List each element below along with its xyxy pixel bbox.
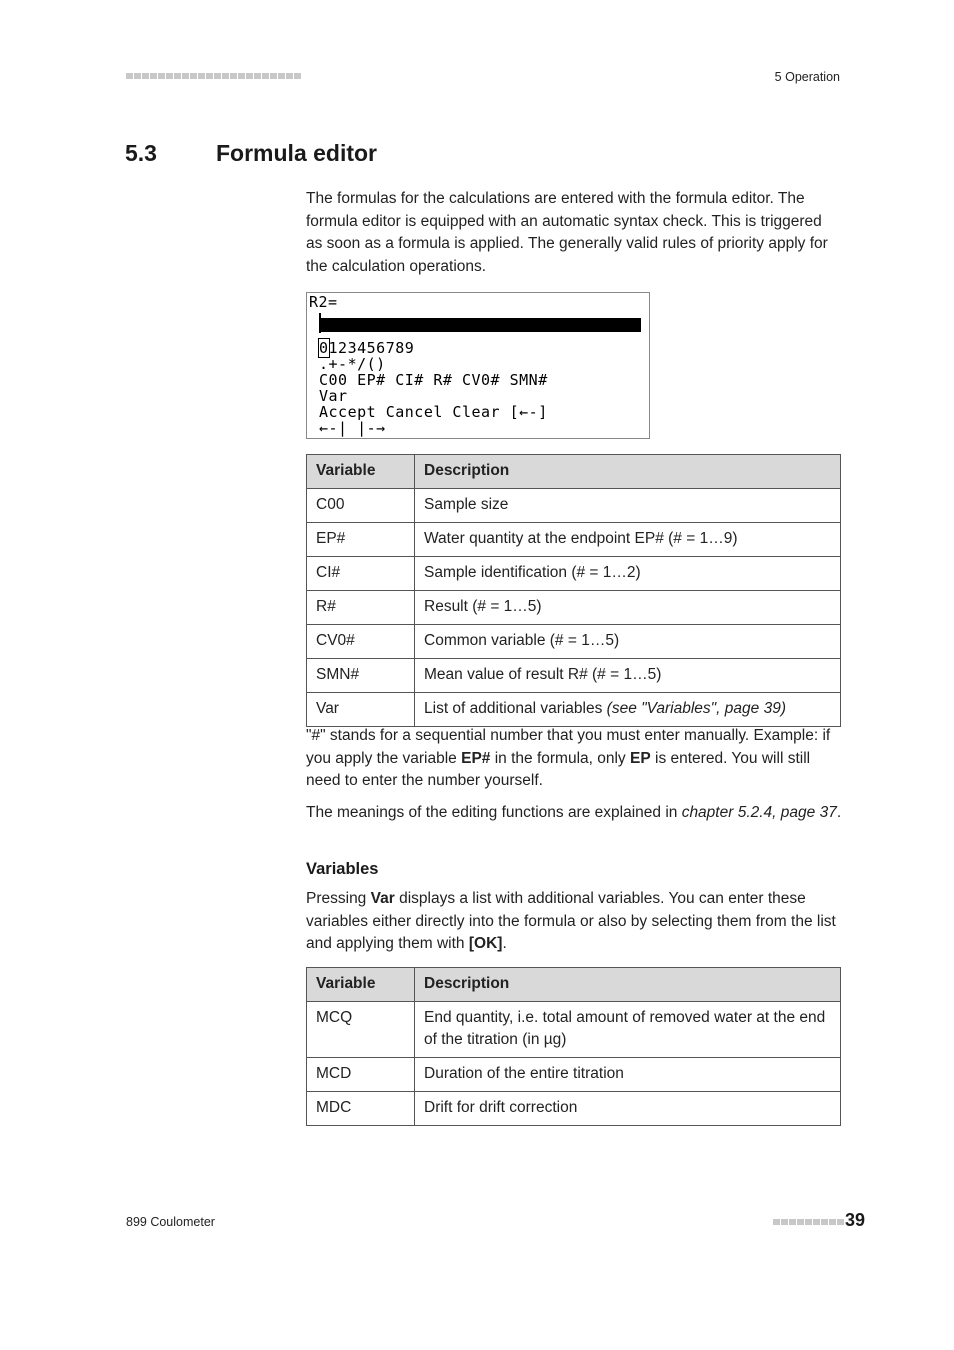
footer-decoration xyxy=(773,1219,844,1225)
page-number: 39 xyxy=(845,1210,866,1230)
footer-product: 899 Coulometer xyxy=(126,1215,215,1229)
variables-paragraph: Pressing Var displays a list with additional variables. You can enter these variables either directly into the formula or also by selecting them from the list and applying them with [OK]. xyxy=(306,890,836,952)
lcd-formula-label: R2= xyxy=(309,293,338,311)
section-title xyxy=(125,140,377,167)
intro-paragraph: The formulas for the calculations are entered with the formula editor. The formula editor is equipped with an automatic syntax check. This is triggered as soon as a formula is applied. The generally valid rules of priority apply for the calculation operations. xyxy=(306,190,828,275)
variables-table xyxy=(306,454,841,727)
table-row: R# Result (# = 1…5) xyxy=(307,591,841,625)
chapter-link[interactable]: chapter 5.2.4, page 37 xyxy=(681,804,837,821)
lcd-actions-row: Accept Cancel Clear [←-] xyxy=(319,403,548,421)
editing-functions-paragraph: The meanings of the editing functions are explained in chapter 5.2.4, page 37. xyxy=(306,804,842,821)
lcd-variables-row: C00 EP# CI# R# CV0# SMN# xyxy=(319,371,548,389)
table-row: MCD Duration of the entire titration xyxy=(307,1058,841,1092)
table-row: MCQ End quantity, i.e. total amount of removed water at the end of the titration (in µg) xyxy=(307,1002,841,1058)
header-description: Description xyxy=(415,455,841,489)
lcd-var-row: Var xyxy=(319,387,348,405)
section-number: 5.3 xyxy=(125,140,157,166)
header-variable: Variable xyxy=(307,455,415,489)
table-row: MDC Drift for drift correction xyxy=(307,1092,841,1126)
table-row: Var List of additional variables (see "Variables", page 39) xyxy=(307,693,841,727)
formula-editor-display xyxy=(306,292,650,439)
table-row: EP# Water quantity at the endpoint EP# (# = 1…9) xyxy=(307,523,841,557)
variables-heading: Variables xyxy=(306,860,379,878)
hash-note-paragraph: "#" stands for a sequential number that you must enter manually. Example: if you apply the variable EP# in the formula, only EP is entered. You will still need to enter the number yourself. xyxy=(306,727,831,789)
table-row: CV0# Common variable (# = 1…5) xyxy=(307,625,841,659)
table-row: C00 Sample size xyxy=(307,489,841,523)
lcd-digits-row: 0123456789 xyxy=(319,339,415,357)
additional-variables-table xyxy=(306,967,841,1126)
lcd-operators-row: .+-*/() xyxy=(319,355,386,373)
header-decoration xyxy=(126,73,301,79)
variables-link[interactable]: (see "Variables", page 39) xyxy=(606,700,786,717)
table-row: SMN# Mean value of result R# (# = 1…5) xyxy=(307,659,841,693)
lcd-input-bar xyxy=(319,318,641,332)
table-header-row xyxy=(307,968,841,1002)
header-description: Description xyxy=(415,968,841,1002)
table-row: CI# Sample identification (# = 1…2) xyxy=(307,557,841,591)
lcd-navigation-row: ←-| |-→ xyxy=(319,419,386,437)
table-header-row xyxy=(307,455,841,489)
header-variable: Variable xyxy=(307,968,415,1002)
section-heading: Formula editor xyxy=(216,140,378,166)
lcd-selected-key: 0 xyxy=(319,339,329,357)
running-header: 5 Operation xyxy=(774,70,840,84)
